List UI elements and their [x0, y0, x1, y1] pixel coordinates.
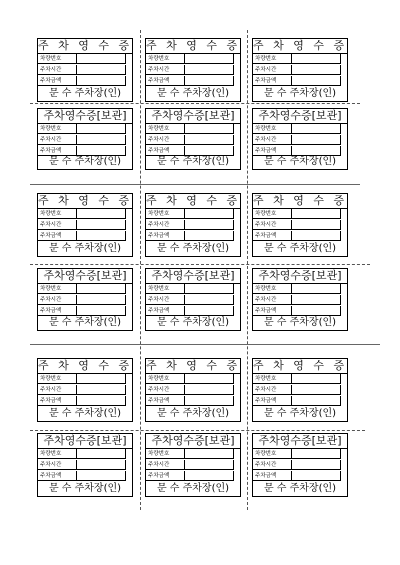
receipt-field-label: 주차시간: [40, 137, 62, 143]
receipt-field-label: 주차금액: [148, 78, 170, 84]
parking-receipt: [145, 193, 241, 257]
receipt-field-value-box: [291, 135, 340, 144]
receipt-field-row: [253, 124, 341, 134]
receipt-field-row: [253, 54, 341, 64]
receipt-field-label: 차량번호: [148, 286, 170, 292]
receipt-footer-stamp: 문 수 주차장(인): [263, 243, 337, 254]
parking-receipt: [37, 358, 133, 422]
parking-receipt: [37, 193, 133, 257]
receipt-field-row: [38, 54, 126, 64]
receipt-field-value-box: [291, 306, 340, 315]
receipt-field-row: [38, 306, 126, 316]
parking-receipt-stub: [252, 433, 348, 497]
receipt-footer-stamp: 문 수 주차장(인): [48, 408, 122, 419]
receipt-field-label: 차량번호: [255, 376, 277, 382]
receipt-field-label: 차량번호: [40, 376, 62, 382]
receipt-field-label: 차량번호: [255, 211, 277, 217]
receipt-field-row: [146, 471, 234, 481]
receipt-footer-stamp: 문 수 주차장(인): [48, 156, 122, 167]
receipt-field-row: [253, 471, 341, 481]
parking-receipt-stub: [37, 268, 133, 331]
receipt-field-row: [38, 396, 126, 406]
receipt-field-label: 주차시간: [148, 222, 170, 228]
receipt-title: 주차영수증[보관]: [146, 269, 240, 284]
receipt-field-row: [146, 124, 234, 134]
receipt-title: 주 차 영 수 증: [38, 194, 132, 207]
receipt-field-row: [38, 284, 126, 294]
receipt-field-value-box: [76, 396, 125, 405]
parking-receipt-stub: [252, 268, 348, 331]
receipt-footer-stamp: 문 수 주차장(인): [156, 243, 230, 254]
receipt-field-label: 주차금액: [40, 308, 62, 314]
parking-receipt: [145, 38, 241, 102]
receipt-title: 주차영수증[보관]: [253, 109, 347, 124]
parking-receipt: [145, 358, 241, 422]
receipt-field-value-box: [291, 284, 340, 293]
receipt-field-label: 차량번호: [148, 126, 170, 132]
receipt-field-label: 차량번호: [40, 451, 62, 457]
receipt-field-label: 차량번호: [255, 126, 277, 132]
receipt-field-label: 주차시간: [40, 462, 62, 468]
parking-receipt-stub: [145, 268, 241, 331]
receipt-field-row: [146, 284, 234, 294]
receipt-field-row: [146, 54, 234, 64]
receipt-field-row: [253, 449, 341, 459]
receipt-field-value-box: [184, 65, 233, 74]
parking-receipt-stub: [145, 433, 241, 497]
receipt-field-value-box: [184, 295, 233, 304]
receipt-field-row: [38, 385, 126, 395]
receipt-field-label: 차량번호: [40, 56, 62, 62]
receipt-field-label: 차량번호: [40, 211, 62, 217]
receipt-field-label: 주차시간: [40, 387, 62, 393]
receipt-field-label: 주차금액: [148, 398, 170, 404]
receipt-field-label: 차량번호: [148, 376, 170, 382]
receipt-field-row: [38, 460, 126, 470]
receipt-field-label: 주차시간: [255, 67, 277, 73]
receipt-field-row: [146, 295, 234, 305]
receipt-field-label: 주차시간: [148, 387, 170, 393]
receipt-footer-stamp: 문 수 주차장(인): [263, 156, 337, 167]
receipt-field-row: [146, 306, 234, 316]
receipt-field-label: 주차시간: [255, 137, 277, 143]
receipt-field-value-box: [76, 460, 125, 469]
receipt-field-row: [38, 295, 126, 305]
receipt-title: 주 차 영 수 증: [253, 194, 347, 207]
receipt-field-value-box: [184, 449, 233, 458]
receipt-field-value-box: [291, 231, 340, 240]
receipt-footer-stamp: 문 수 주차장(인): [48, 317, 122, 328]
receipt-field-label: 주차시간: [148, 137, 170, 143]
receipt-field-label: 주차시간: [40, 297, 62, 303]
vertical-cut-line-1: [140, 30, 141, 510]
horizontal-cut-line-4: [30, 344, 380, 345]
receipt-field-value-box: [184, 385, 233, 394]
receipt-footer-stamp: 문 수 주차장(인): [263, 317, 337, 328]
receipt-field-value-box: [76, 124, 125, 133]
horizontal-cut-line-5: [30, 430, 365, 431]
receipt-field-value-box: [291, 124, 340, 133]
receipt-field-row: [38, 124, 126, 134]
receipt-field-value-box: [184, 396, 233, 405]
receipt-field-row: [38, 76, 126, 86]
receipt-title: 주 차 영 수 증: [38, 39, 132, 52]
receipt-title: 주 차 영 수 증: [146, 39, 240, 52]
receipt-field-value-box: [76, 209, 125, 218]
receipt-field-value-box: [291, 146, 340, 155]
receipt-field-value-box: [184, 220, 233, 229]
receipt-field-label: 주차시간: [148, 462, 170, 468]
receipt-title: 주 차 영 수 증: [146, 194, 240, 207]
parking-receipt-stub: [145, 108, 241, 170]
receipt-field-value-box: [184, 284, 233, 293]
receipt-field-value-box: [184, 306, 233, 315]
receipt-field-label: 주차금액: [40, 233, 62, 239]
receipt-footer-stamp: 문 수 주차장(인): [156, 156, 230, 167]
receipt-field-label: 주차시간: [255, 462, 277, 468]
receipt-field-row: [253, 460, 341, 470]
receipt-field-value-box: [76, 306, 125, 315]
receipt-title: 주 차 영 수 증: [146, 359, 240, 372]
receipt-footer-stamp: 문 수 주차장(인): [156, 483, 230, 494]
receipt-title: 주차영수증[보관]: [146, 434, 240, 449]
receipt-field-label: 주차금액: [40, 78, 62, 84]
receipt-field-value-box: [184, 471, 233, 480]
receipt-field-value-box: [76, 135, 125, 144]
receipt-field-row: [253, 306, 341, 316]
receipt-field-row: [146, 385, 234, 395]
receipt-field-label: 차량번호: [148, 211, 170, 217]
receipt-field-label: 주차시간: [255, 387, 277, 393]
receipt-footer-stamp: 문 수 주차장(인): [156, 88, 230, 99]
horizontal-cut-line-3: [30, 264, 370, 265]
receipt-footer-stamp: 문 수 주차장(인): [263, 483, 337, 494]
parking-receipt: [252, 358, 348, 422]
receipt-field-row: [146, 76, 234, 86]
receipt-field-label: 주차금액: [148, 148, 170, 154]
horizontal-cut-line-2: [30, 184, 360, 185]
receipt-field-value-box: [76, 76, 125, 85]
receipt-field-label: 차량번호: [148, 451, 170, 457]
receipt-field-label: 주차시간: [40, 222, 62, 228]
receipt-field-row: [146, 65, 234, 75]
parking-receipt: [252, 38, 348, 102]
receipt-field-value-box: [291, 460, 340, 469]
receipt-field-row: [146, 220, 234, 230]
receipt-field-row: [38, 65, 126, 75]
receipt-field-row: [253, 65, 341, 75]
parking-receipt: [37, 38, 133, 102]
receipt-field-row: [38, 471, 126, 481]
receipt-field-label: 주차금액: [148, 233, 170, 239]
receipt-footer-stamp: 문 수 주차장(인): [48, 243, 122, 254]
receipt-field-label: 주차금액: [255, 233, 277, 239]
receipt-field-row: [253, 385, 341, 395]
receipt-field-row: [146, 135, 234, 145]
receipt-field-value-box: [291, 449, 340, 458]
receipt-footer-stamp: 문 수 주차장(인): [48, 88, 122, 99]
receipt-field-row: [146, 209, 234, 219]
receipt-field-value-box: [291, 209, 340, 218]
receipt-field-value-box: [184, 209, 233, 218]
parking-receipt-stub: [37, 108, 133, 170]
receipt-field-row: [253, 135, 341, 145]
parking-receipt: [252, 193, 348, 257]
receipt-field-label: 주차금액: [255, 398, 277, 404]
receipt-field-label: 차량번호: [255, 451, 277, 457]
receipt-field-label: 주차시간: [148, 297, 170, 303]
receipt-field-row: [38, 231, 126, 241]
receipt-field-label: 차량번호: [40, 126, 62, 132]
receipt-field-value-box: [76, 449, 125, 458]
receipt-field-label: 주차금액: [255, 148, 277, 154]
receipt-title: 주차영수증[보관]: [253, 269, 347, 284]
receipt-field-value-box: [291, 385, 340, 394]
receipt-field-value-box: [291, 295, 340, 304]
receipt-title: 주차영수증[보관]: [38, 109, 132, 124]
receipt-field-value-box: [76, 231, 125, 240]
receipt-field-value-box: [184, 460, 233, 469]
receipt-field-value-box: [76, 65, 125, 74]
receipt-title: 주차영수증[보관]: [38, 269, 132, 284]
receipt-footer-stamp: 문 수 주차장(인): [156, 317, 230, 328]
receipt-footer-stamp: 문 수 주차장(인): [263, 408, 337, 419]
horizontal-cut-line-1: [30, 103, 360, 104]
receipt-field-row: [38, 374, 126, 384]
receipt-field-label: 주차금액: [255, 473, 277, 479]
receipt-field-label: 차량번호: [148, 56, 170, 62]
receipt-field-value-box: [291, 374, 340, 383]
receipt-footer-stamp: 문 수 주차장(인): [48, 483, 122, 494]
receipt-field-value-box: [291, 65, 340, 74]
receipt-field-label: 주차시간: [148, 67, 170, 73]
vertical-cut-line-2: [247, 30, 248, 510]
receipt-field-value-box: [76, 54, 125, 63]
receipt-field-value-box: [291, 54, 340, 63]
receipt-field-value-box: [291, 471, 340, 480]
receipt-field-row: [253, 295, 341, 305]
receipt-field-row: [253, 220, 341, 230]
parking-receipt-stub: [37, 433, 133, 497]
receipt-field-row: [253, 76, 341, 86]
receipt-field-row: [253, 374, 341, 384]
receipt-field-value-box: [184, 124, 233, 133]
receipt-field-value-box: [76, 284, 125, 293]
receipt-field-value-box: [291, 220, 340, 229]
receipt-field-value-box: [184, 76, 233, 85]
receipt-field-row: [253, 396, 341, 406]
receipt-field-row: [38, 135, 126, 145]
receipt-field-value-box: [184, 231, 233, 240]
receipt-footer-stamp: 문 수 주차장(인): [156, 408, 230, 419]
receipt-field-value-box: [184, 374, 233, 383]
receipt-field-label: 주차금액: [148, 473, 170, 479]
receipt-field-value-box: [76, 146, 125, 155]
receipt-field-label: 주차금액: [40, 148, 62, 154]
receipt-field-row: [146, 374, 234, 384]
receipt-field-label: 주차금액: [255, 78, 277, 84]
receipt-field-row: [146, 396, 234, 406]
receipt-field-label: 차량번호: [255, 286, 277, 292]
receipt-field-label: 주차시간: [255, 297, 277, 303]
receipt-field-label: 주차금액: [40, 473, 62, 479]
receipt-title: 주 차 영 수 증: [253, 359, 347, 372]
receipt-field-label: 주차금액: [148, 308, 170, 314]
receipt-title: 주 차 영 수 증: [253, 39, 347, 52]
receipt-field-row: [146, 460, 234, 470]
receipt-field-label: 차량번호: [40, 286, 62, 292]
receipt-field-label: 주차시간: [255, 222, 277, 228]
receipt-field-value-box: [291, 396, 340, 405]
receipt-field-row: [38, 209, 126, 219]
receipt-field-value-box: [76, 471, 125, 480]
parking-receipt-stub: [252, 108, 348, 170]
receipt-title: 주 차 영 수 증: [38, 359, 132, 372]
receipt-field-value-box: [184, 54, 233, 63]
receipt-field-row: [38, 449, 126, 459]
receipt-title: 주차영수증[보관]: [38, 434, 132, 449]
receipt-field-row: [146, 449, 234, 459]
receipt-field-value-box: [184, 146, 233, 155]
receipt-title: 주차영수증[보관]: [253, 434, 347, 449]
receipt-field-row: [146, 231, 234, 241]
receipt-field-label: 주차금액: [40, 398, 62, 404]
receipt-field-row: [253, 231, 341, 241]
receipt-field-row: [38, 220, 126, 230]
receipt-field-value-box: [184, 135, 233, 144]
receipt-field-value-box: [76, 374, 125, 383]
receipt-field-row: [253, 284, 341, 294]
receipt-field-value-box: [291, 76, 340, 85]
receipt-footer-stamp: 문 수 주차장(인): [263, 88, 337, 99]
receipt-field-row: [253, 209, 341, 219]
receipt-title: 주차영수증[보관]: [146, 109, 240, 124]
receipt-field-value-box: [76, 385, 125, 394]
receipt-field-value-box: [76, 220, 125, 229]
receipt-field-label: 주차시간: [40, 67, 62, 73]
receipt-field-label: 차량번호: [255, 56, 277, 62]
receipt-field-label: 주차금액: [255, 308, 277, 314]
receipt-field-value-box: [76, 295, 125, 304]
